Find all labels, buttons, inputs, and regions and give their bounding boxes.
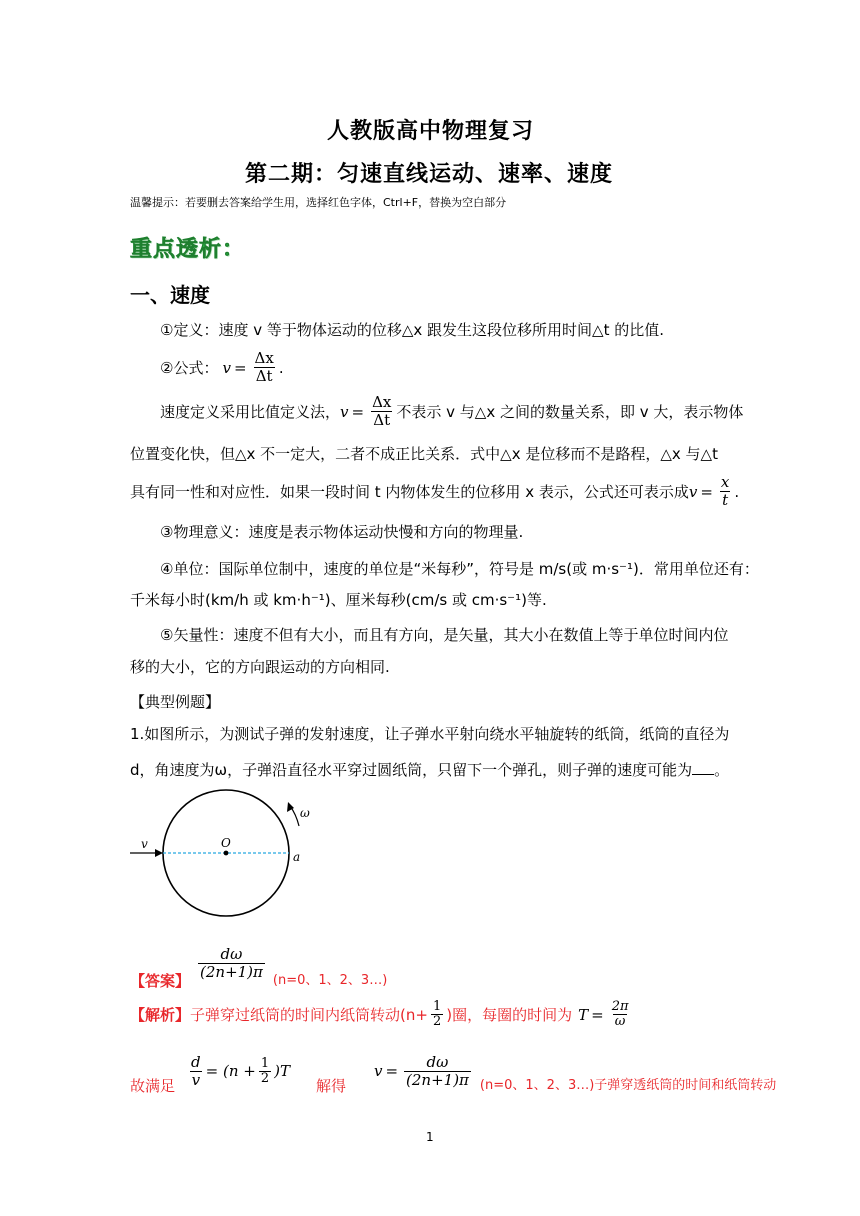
analysis-label: 【解析】 bbox=[130, 1005, 191, 1024]
explain-fraction bbox=[370, 394, 393, 429]
analysis-T: T bbox=[578, 1005, 589, 1024]
condition-eq: = (n + bbox=[205, 1062, 256, 1080]
answer-line bbox=[130, 946, 387, 991]
solution-eq: = bbox=[385, 1062, 399, 1080]
analysis-T-eq: = bbox=[591, 1005, 604, 1024]
para-vector-line1: ⑤矢量性：速度不但有大小，而且有方向，是矢量，其大小在数值上等于单位时间内位 bbox=[160, 626, 729, 644]
analysis-text-solve: 解得 bbox=[315, 1077, 346, 1095]
section-heading-speed: 一、速度 bbox=[130, 283, 210, 307]
question1-line2-text: d，角速度为ω，子弹沿直径水平穿过圆纸筒，只留下一个弹孔，则子弹的速度可能为 bbox=[130, 761, 693, 779]
explain-den: Δt bbox=[373, 411, 391, 429]
velocity-arrow-head bbox=[155, 849, 163, 857]
answer-den: (2n+1)π bbox=[200, 963, 263, 981]
answer-fraction bbox=[198, 946, 265, 981]
condition-half-num: 1 bbox=[260, 1055, 270, 1071]
label-a: a bbox=[293, 850, 301, 864]
para-unit-line1: ④单位：国际单位制中，速度的单位是“米每秒”，符号是 m/s(或 m·s⁻¹)．常用单位还有： bbox=[160, 560, 759, 578]
para-unit-line2: 千米每小时(km/h 或 km·h⁻¹)、厘米每秒(cm/s 或 cm·s⁻¹)等. bbox=[130, 591, 547, 609]
para-explain-line1 bbox=[160, 394, 743, 429]
condition-half-fraction bbox=[259, 1057, 271, 1086]
analysis-line2 bbox=[130, 1046, 776, 1096]
condition-num: d bbox=[191, 1052, 201, 1071]
analysis-line1 bbox=[130, 1000, 634, 1029]
page-number: 1 bbox=[426, 1130, 434, 1144]
analysis-text-a: 子弹穿过纸筒的时间内纸筒转动(n+ bbox=[190, 1005, 428, 1024]
page-subtitle: 第二期：匀速直线运动、速率、速度 bbox=[245, 162, 614, 187]
analysis-text-tail: (n=0、1、2、3…)子弹穿透纸筒的时间和纸筒转动 bbox=[479, 1078, 777, 1093]
solution-den: (2n+1)π bbox=[406, 1070, 469, 1089]
analysis-text-satisfy: 故满足 bbox=[130, 1077, 176, 1095]
answer-label: 【答案】 bbox=[130, 972, 191, 990]
center-point bbox=[224, 851, 229, 856]
para-definition: ①定义：速度 v 等于物体运动的位移△x 跟发生这段位移所用时间△t 的比值. bbox=[160, 321, 664, 339]
analysis-half-den: 2 bbox=[432, 1014, 442, 1029]
explain-den2: t bbox=[722, 491, 729, 509]
formula-v: v bbox=[222, 358, 231, 377]
para-meaning: ③物理意义：速度是表示物体运动快慢和方向的物理量. bbox=[160, 523, 524, 541]
formula-eq: = bbox=[233, 358, 247, 377]
formula-label: ②公式： bbox=[160, 358, 219, 377]
formula-fraction bbox=[253, 350, 276, 385]
explain-text-a: 速度定义采用比值定义法， bbox=[160, 402, 341, 421]
explain-end: . bbox=[734, 482, 740, 501]
answer-condition: (n=0、1、2、3…) bbox=[272, 973, 388, 988]
condition-half-den: 2 bbox=[260, 1070, 270, 1086]
explain-fraction2 bbox=[719, 474, 731, 509]
para-explain-line2: 位置变化快，但△x 不一定大，二者不成正比关系．式中△x 是位移而不是路程，△x 与△t bbox=[130, 445, 718, 463]
answer-blank bbox=[692, 760, 714, 775]
question1-end: 。 bbox=[714, 761, 730, 779]
explain-num: Δx bbox=[372, 393, 392, 411]
label-O: O bbox=[221, 836, 231, 850]
cylinder-figure bbox=[128, 782, 328, 932]
para-vector-line2: 移的大小，它的方向跟运动的方向相同. bbox=[130, 658, 390, 676]
analysis-text-b: )圈，每圈的时间为 bbox=[446, 1005, 573, 1024]
explain-line3-text: 具有同一性和对应性．如果一段时间 t 内物体发生的位移用 x 表示，公式还可表示成 bbox=[130, 482, 689, 501]
analysis-T-num: 2π bbox=[611, 999, 629, 1014]
analysis-half-num: 1 bbox=[432, 999, 442, 1014]
label-v: v bbox=[141, 837, 148, 851]
page-title: 人教版高中物理复习 bbox=[327, 119, 535, 144]
label-omega: ω bbox=[300, 806, 310, 820]
explain-text-b: 不表示 v 与△x 之间的数量关系，即 v 大，表示物体 bbox=[396, 402, 744, 421]
explain-v2: v bbox=[688, 482, 698, 501]
explain-eq: = bbox=[351, 402, 365, 421]
formula-end: . bbox=[278, 358, 284, 377]
condition-T: )T bbox=[274, 1062, 290, 1080]
example-header: 【典型例题】 bbox=[130, 693, 221, 711]
explain-num2: x bbox=[720, 473, 730, 491]
formula-num: Δx bbox=[254, 349, 274, 367]
answer-num: dω bbox=[220, 945, 243, 963]
analysis-half-fraction bbox=[431, 1000, 443, 1029]
condition-fraction bbox=[189, 1054, 203, 1089]
question1-line1: 1.如图所示，为测试子弹的发射速度，让子弹水平射向绕水平轴旋转的纸筒，纸筒的直径为 bbox=[130, 725, 730, 743]
explain-v: v bbox=[340, 402, 349, 421]
tip-text: 温馨提示：若要删去答案给学生用，选择红色字体，Ctrl+F，替换为空白部分 bbox=[130, 196, 507, 209]
analysis-T-den: ω bbox=[614, 1014, 626, 1029]
solution-fraction bbox=[404, 1054, 471, 1089]
para-explain-line3 bbox=[130, 474, 739, 509]
explain-eq2: = bbox=[700, 482, 713, 501]
question1-line2 bbox=[130, 760, 729, 780]
analysis-T-fraction bbox=[610, 1000, 631, 1029]
highlight-heading: 重点透析： bbox=[130, 237, 246, 262]
solution-num: dω bbox=[426, 1052, 449, 1071]
condition-den: v bbox=[191, 1070, 201, 1089]
para-formula bbox=[160, 350, 284, 385]
formula-den: Δt bbox=[255, 367, 273, 385]
solution-v: v bbox=[373, 1062, 383, 1080]
